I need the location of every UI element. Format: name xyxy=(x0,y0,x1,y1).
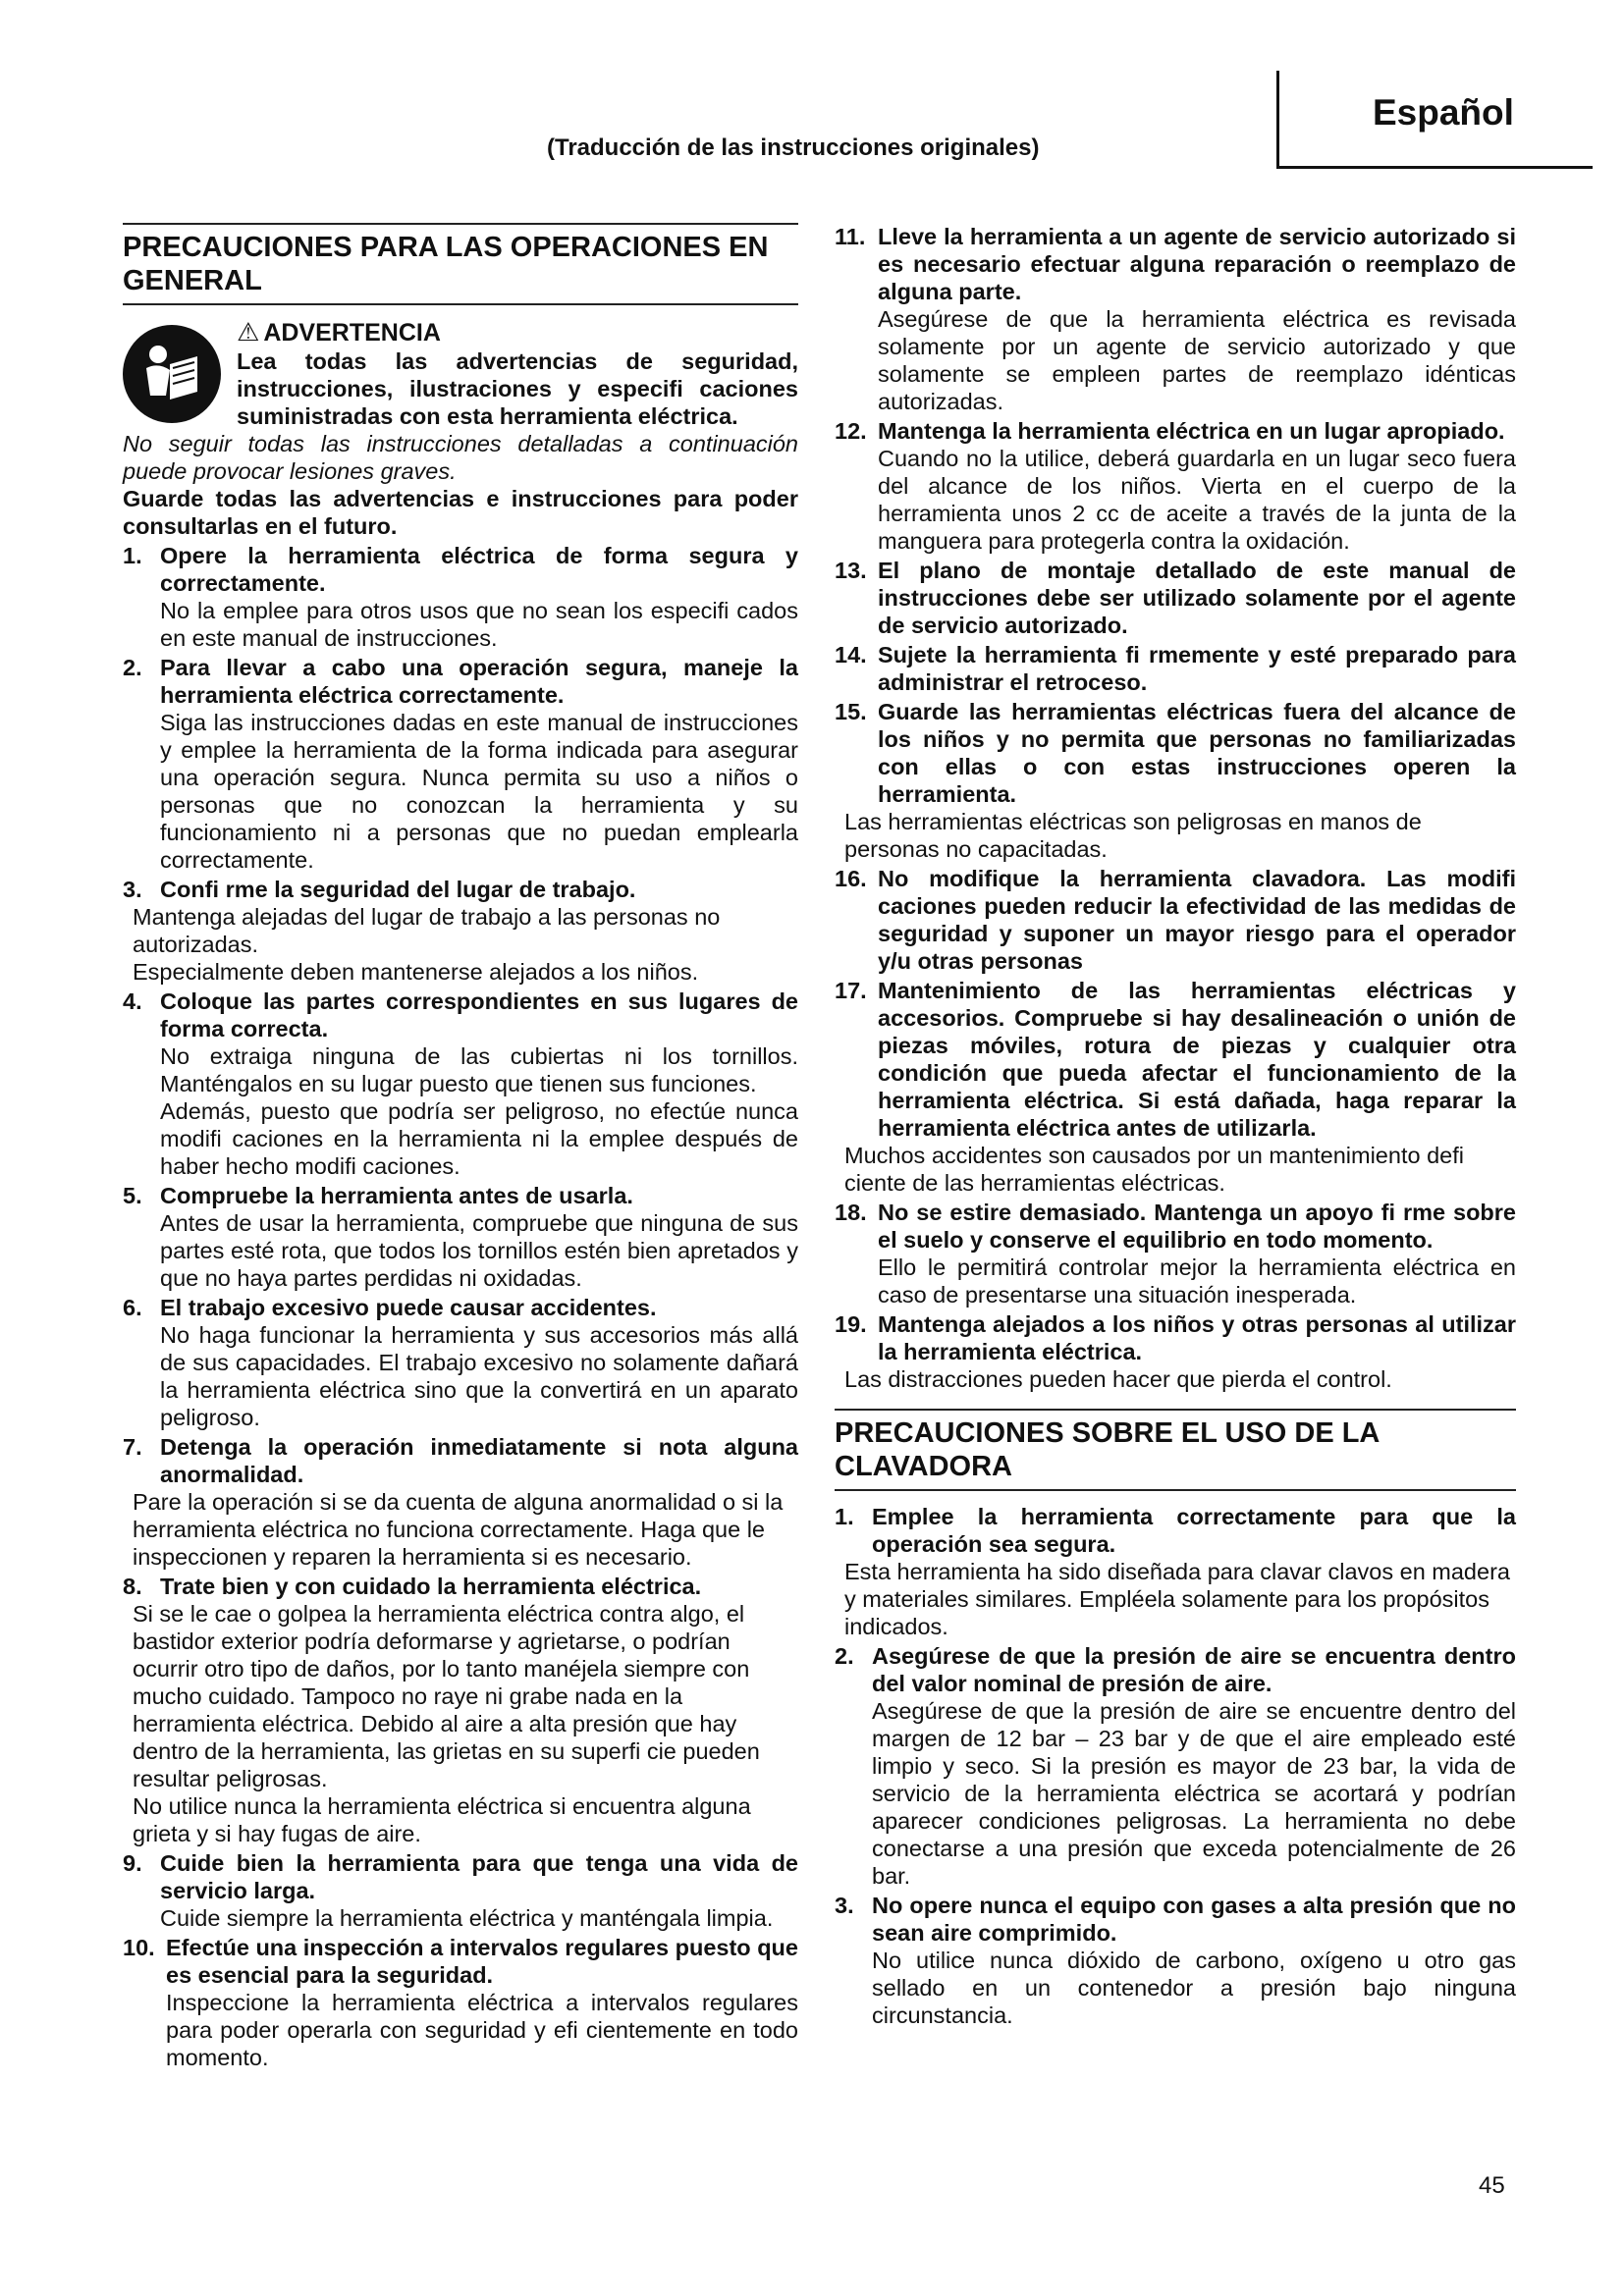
list-item: 3. No opere nunca el equipo con gases a alta presión que no sean aire comprimido. No utilice nunca dióxido de carbono, oxígeno u otro gas sellado en un contenedor a presión bajo ninguna circunstancia. xyxy=(835,1893,1516,2028)
list-item: 8. Trate bien y con cuidado la herramienta eléctrica. xyxy=(123,1574,702,1599)
list-item: 10. Efectúe una inspección a intervalos regulares puesto que es esencial para la seguridad. Inspeccione la herramienta eléctrica a intervalos regulares para poder operarla con seguridad y efi cientemente en todo momento. xyxy=(123,1935,798,2070)
language-box xyxy=(1276,71,1593,169)
section-title-nailer: PRECAUCIONES SOBRE EL USO DE LA CLAVADORA xyxy=(835,1409,1516,1491)
item-note: Muchos accidentes son causados por un mantenimiento defi ciente de las herramientas eléctricas. xyxy=(844,1143,1464,1196)
read-manual-icon xyxy=(123,325,221,423)
warning-heading: ⚠ ADVERTENCIA xyxy=(237,317,441,347)
general-list-continued xyxy=(835,223,1516,1393)
list-item: 2. Asegúrese de que la presión de aire se encuentra dentro del valor nominal de presión de aire. Asegúrese de que la presión de aire se encuentre dentro del margen de 12 bar – 23 bar y de que el aire empleado esté limpio y seco. Si la presión es mayor de 23 bar, la vida de servicio de la herramienta eléctrica se acortará y podrían aparecer condiciones peligrosas. La herramienta no debe conectarse a una presión que exceda potencialmente de 26 bar. xyxy=(835,1643,1516,1889)
list-item: 3. Confi rme la seguridad del lugar de trabajo. xyxy=(123,877,636,902)
left-column xyxy=(123,223,798,2071)
language-label: Español xyxy=(1373,92,1514,133)
general-list xyxy=(123,542,798,2071)
item-note: Especialmente deben mantenerse alejados a los niños. xyxy=(133,959,699,985)
warning-block xyxy=(123,317,798,430)
item-note: Las herramientas eléctricas son peligrosas en manos de personas no capacitadas. xyxy=(844,809,1422,862)
list-item: 17. Mantenimiento de las herramientas eléctricas y accesorios. Compruebe si hay desalineación o unión de piezas móviles, rotura de piezas y cualquier otra condición que pueda afectar el funcionamiento de la herramienta eléctrica. Si está dañada, haga reparar la herramienta eléctrica antes de utilizarla. xyxy=(835,978,1516,1141)
translation-subtitle: (Traducción de las instrucciones originales) xyxy=(547,134,1040,161)
list-item: 18. No se estire demasiado. Mantenga un apoyo fi rme sobre el suelo y conserve el equilibrio en todo momento. Ello le permitirá controlar mejor la herramienta eléctrica en caso de presentarse una situación inesperada. xyxy=(835,1200,1516,1308)
list-item: 1. Emplee la herramienta correctamente para que la operación sea segura. xyxy=(835,1504,1516,1557)
list-item: 11. Lleve la herramienta a un agente de servicio autorizado si es necesario efectuar alguna reparación o reemplazo de alguna parte. Asegúrese de que la herramienta eléctrica es revisada solamente por un agente de servicio autorizado y que solamente se empleen partes de reemplazo idénticas autorizadas. xyxy=(835,224,1516,414)
list-item: 7. Detenga la operación inmediatamente si nota alguna anormalidad. xyxy=(123,1434,798,1487)
list-item: 19. Mantenga alejados a los niños y otras personas al utilizar la herramienta eléctrica. xyxy=(835,1311,1516,1364)
keep-instructions: Guarde todas las advertencias e instrucciones para poder consultarlas en el futuro. xyxy=(123,486,798,539)
warning-triangle-icon: ⚠ xyxy=(237,317,260,347)
item-note: Mantenga alejadas del lugar de trabajo a las personas no autorizadas. xyxy=(133,904,721,957)
nailer-list xyxy=(835,1503,1516,2029)
right-column xyxy=(835,221,1516,2029)
page-number: 45 xyxy=(1479,2172,1505,2199)
item-note: Si se le cae o golpea la herramienta eléctrica contra algo, el bastidor exterior podría deformarse y agrietarse, o podrían ocurrir otro tipo de daños, por lo tanto manéjela siempre con mucho cuidado. Tampoco no raye ni grabe nada en la herramienta eléctrica. Debido al aire a alta presión que hay dentro de la herramienta, las grietas en su superfi cie pueden resultar peligrosas. xyxy=(133,1601,760,1791)
list-item: 6. El trabajo excesivo puede causar accidentes. No haga funcionar la herramienta y sus accesorios más allá de sus capacidades. El trabajo excesivo no solamente dañará la herramienta eléctrica sino que la convertirá en un aparato peligroso. xyxy=(123,1295,798,1430)
list-item: 1. Opere la herramienta eléctrica de forma segura y correctamente. No la emplee para otros usos que no sean los especifi cados en este manual de instrucciones. xyxy=(123,543,798,651)
item-note: Esta herramienta ha sido diseñada para clavar clavos en madera y materiales similares. Empléela solamente para los propósitos indicados. xyxy=(844,1559,1510,1639)
item-note: No utilice nunca la herramienta eléctrica si encuentra alguna grieta y si hay fugas de aire. xyxy=(133,1793,751,1846)
list-item: 13. El plano de montaje detallado de este manual de instrucciones debe ser utilizado solamente por el agente de servicio autorizado. xyxy=(835,558,1516,638)
warning-text: Lea todas las advertencias de seguridad, instrucciones, ilustraciones y especifi caciones suministradas con esta herramienta eléctrica. xyxy=(237,348,798,429)
section-title-general: PRECAUCIONES PARA LAS OPERACIONES EN GENERAL xyxy=(123,223,798,305)
list-item: 2. Para llevar a cabo una operación segura, maneje la herramienta eléctrica correctamente. Siga las instrucciones dadas en este manual de instrucciones y emplee la herramienta de la forma indicada para asegurar una operación segura. Nunca permita su uso a niños o personas que no conozcan la herramienta y su funcionamiento ni a personas que no puedan emplearla correctamente. xyxy=(123,655,798,873)
list-item: 9. Cuide bien la herramienta para que tenga una vida de servicio larga. Cuide siempre la herramienta eléctrica y manténgala limpia. xyxy=(123,1850,798,1931)
list-item: 15. Guarde las herramientas eléctricas fuera del alcance de los niños y no permita que personas no familiarizadas con ellas o con estas instrucciones operen la herramienta. xyxy=(835,699,1516,807)
warning-italic: No seguir todas las instrucciones detalladas a continuación puede provocar lesiones graves. xyxy=(123,431,798,484)
list-item: 16. No modifique la herramienta clavadora. Las modifi caciones pueden reducir la efectividad de las medidas de seguridad y suponer un mayor riesgo para el operador y/u otras personas xyxy=(835,866,1516,974)
list-item: 14. Sujete la herramienta fi rmemente y esté preparado para administrar el retroceso. xyxy=(835,642,1516,695)
list-item: 12. Mantenga la herramienta eléctrica en un lugar apropiado. Cuando no la utilice, deberá guardarla en un lugar seco fuera del alcance de los niños. Vierta en el cuerpo de la herramienta unos 2 cc de aceite a través de la junta de la manguera para protegerla contra la oxidación. xyxy=(835,418,1516,554)
item-note: Las distracciones pueden hacer que pierda el control. xyxy=(844,1366,1392,1392)
item-note: Pare la operación si se da cuenta de alguna anormalidad o si la herramienta eléctrica no funciona correctamente. Haga que le inspeccionen y reparen la herramienta si es necesario. xyxy=(133,1489,784,1570)
list-item: 5. Compruebe la herramienta antes de usarla. Antes de usar la herramienta, compruebe que ninguna de sus partes esté rota, que todos los tornillos estén bien apretados y que no haya partes perdidas ni oxidadas. xyxy=(123,1183,798,1291)
list-item: 4. Coloque las partes correspondientes en sus lugares de forma correcta. No extraiga ninguna de las cubiertas ni los tornillos. Manténgalos en su lugar puesto que tienen sus funciones. Además, puesto que podría ser peligroso, no efectúe nunca modifi caciones en la herramienta ni la emplee después de haber hecho modifi caciones. xyxy=(123,988,798,1179)
